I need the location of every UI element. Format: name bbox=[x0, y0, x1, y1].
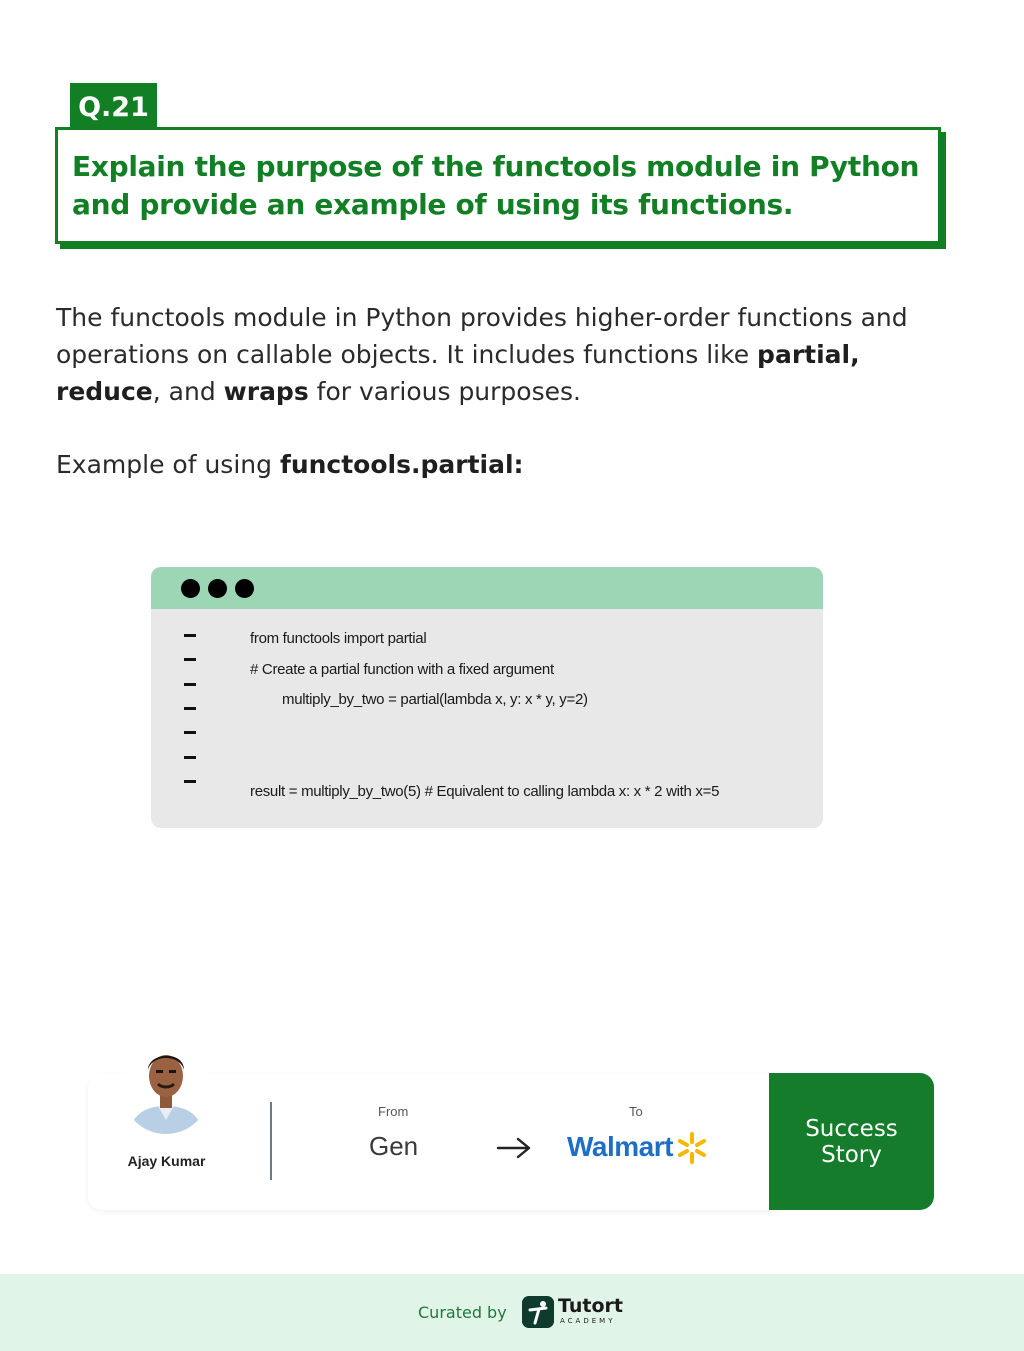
person-avatar bbox=[122, 1040, 210, 1136]
window-dot-icon bbox=[181, 579, 200, 598]
walmart-spark-icon bbox=[676, 1132, 708, 1164]
question-number-tag bbox=[70, 83, 157, 131]
code-line: from functools import partial bbox=[250, 630, 427, 647]
code-line: result = multiply_by_two(5) # Equivalent to calling lambda x: x * 2 with x=5 bbox=[250, 783, 720, 800]
answer-separator: , and bbox=[152, 377, 224, 406]
tutort-logo-icon bbox=[522, 1296, 554, 1328]
from-company: Gen bbox=[369, 1131, 419, 1161]
line-marker-icon bbox=[184, 707, 196, 710]
example-function-name: functools.partial: bbox=[279, 450, 524, 479]
answer-intro-text: The functools module in Python provides higher-order functions and operations on callable objects. It includes functions like bbox=[56, 303, 908, 369]
line-marker-icon bbox=[184, 780, 196, 783]
from-label: From bbox=[378, 1104, 409, 1119]
answer-bold-functions: partial, reduce bbox=[56, 340, 860, 406]
answer-paragraph bbox=[56, 299, 956, 410]
to-label: To bbox=[629, 1104, 643, 1119]
line-marker-icon bbox=[184, 658, 196, 661]
line-marker-icon bbox=[184, 756, 196, 759]
question-number: Q.21 bbox=[78, 91, 149, 123]
window-dot-icon bbox=[208, 579, 227, 598]
window-dot-icon bbox=[235, 579, 254, 598]
line-marker-icon bbox=[184, 634, 196, 637]
question-box bbox=[55, 127, 941, 244]
code-line: # Create a partial function with a fixed argument bbox=[250, 661, 554, 678]
line-marker-icon bbox=[184, 683, 196, 686]
success-story-card bbox=[88, 1040, 934, 1212]
arrow-right-icon bbox=[496, 1137, 532, 1159]
badge-line-2: Story bbox=[821, 1141, 882, 1168]
question-title: Explain the purpose of the functools module in Python and provide an example of using its functions. bbox=[72, 150, 920, 221]
line-marker-icon bbox=[184, 731, 196, 734]
code-window bbox=[151, 567, 823, 828]
badge-line-1: Success bbox=[805, 1115, 898, 1142]
tutort-brand-name: Tutort bbox=[558, 1295, 623, 1317]
example-heading bbox=[56, 446, 524, 483]
person-name: Ajay Kumar bbox=[127, 1153, 206, 1169]
tutort-brand-sub: ACADEMY bbox=[560, 1317, 616, 1325]
example-prefix: Example of using bbox=[56, 450, 280, 479]
footer bbox=[0, 1274, 1024, 1351]
answer-bold-wraps: wraps bbox=[223, 377, 309, 406]
code-window-titlebar bbox=[151, 567, 823, 609]
code-line: multiply_by_two = partial(lambda x, y: x * y, y=2) bbox=[282, 691, 588, 708]
answer-outro-text: for various purposes. bbox=[308, 377, 581, 406]
to-company: Walmart bbox=[567, 1131, 673, 1162]
success-story-badge bbox=[769, 1073, 934, 1210]
curated-by-label: Curated by bbox=[418, 1303, 507, 1322]
story-divider bbox=[270, 1102, 272, 1180]
